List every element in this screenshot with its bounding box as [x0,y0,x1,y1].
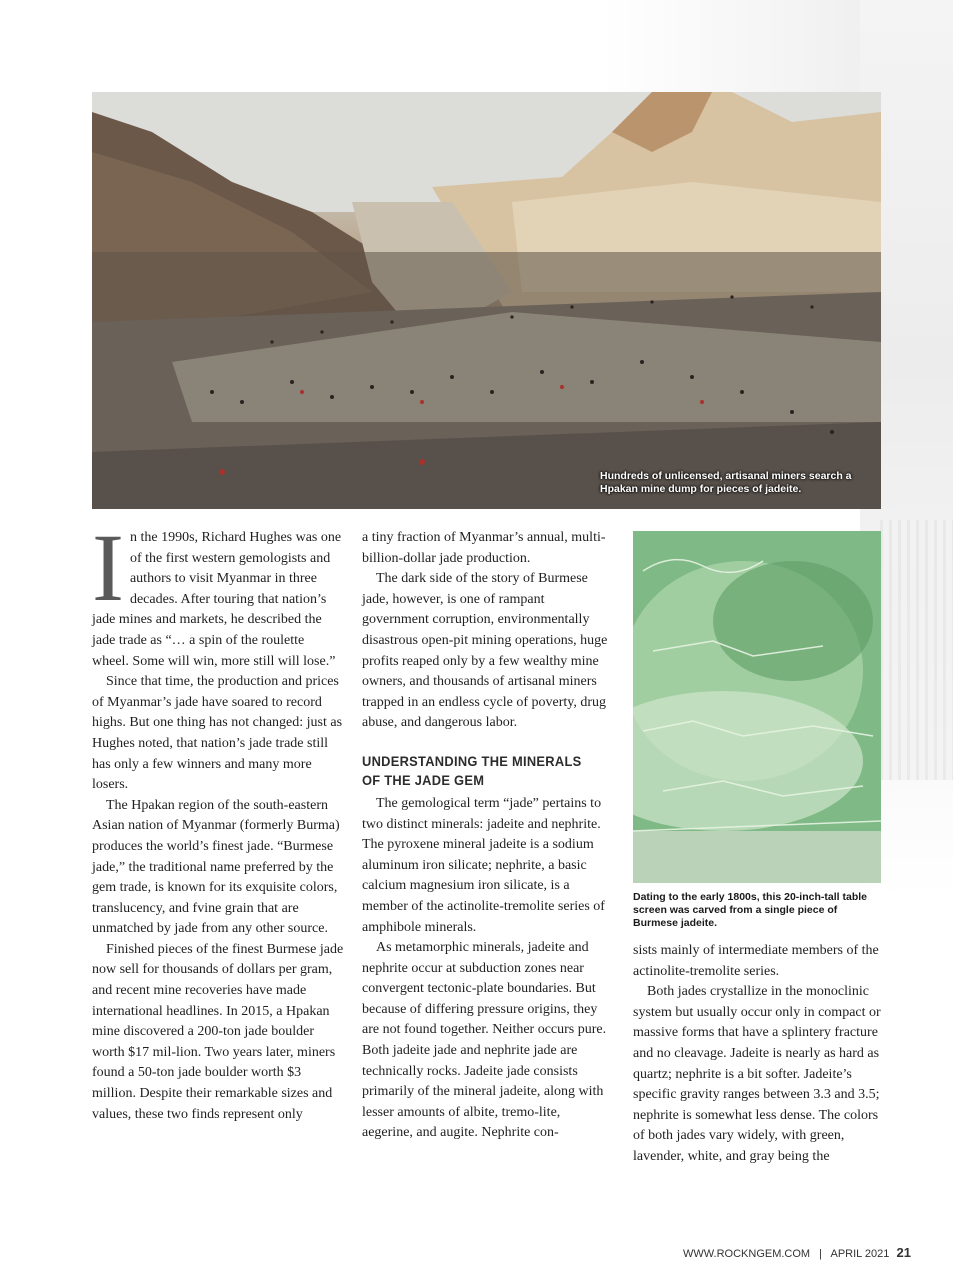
paragraph: The dark side of the story of Burmese jade, however, is one of rampant government corruption, environmentally disastrous open-pit mining operations, huge profits reaped only by a few wealthy mine owners, and thousands of artisanal miners trapped in an endless cycle of poverty, drug abuse, and dangerous labor. [362,571,608,731]
paragraph: Both jades crystallize in the monoclinic system but usually occur only in compact or massive forms that have a splintery fracture and no cleavage. Jadeite is nearly as hard as quartz; nephrite is a bit softer. Jadeite’s specific gravity ranges between 3.3 and 3.5; nephrite is somewhat less dense. The colors of both jades vary widely, with green, lavender, white, and gray being the [633,984,881,1164]
paragraph: The Hpakan region of the south-eastern Asian nation of Myanmar (formerly Burma) produces the world’s finest jade. “Burmese jade,” the traditional name preferred by the gem trade, is known for its exquisite colors, translucency, and fvine grain that are unmatched by jade from any other source. [92,797,340,937]
mine-photo [92,92,881,509]
paragraph: a tiny fraction of Myanmar’s annual, multi-billion-dollar jade production. [362,530,606,566]
paragraph: The gemological term “jade” pertains to two distinct minerals: jadeite and nephrite. The pyroxene mineral jadeite is a sodium aluminum iron silicate; nephrite, a basic calcium magnesium iron silicate, is a member of the actinolite-tremolite series of amphibole minerals. [362,795,605,935]
article-column-3 [633,941,883,1168]
paragraph: Since that time, the production and prices of Myanmar’s jade have soared to record highs. But one thing has not changed: just as Hughes noted, that nation’s jade trade still has only a few winners and many more losers. [92,674,343,793]
decorative-background-pattern [880,520,953,780]
footer-separator: | [819,1248,823,1260]
paragraph: n the 1990s, Richard Hughes was one of the first western gemologists and authors to visit Myanmar in three decades. After touring that nation’s jade mines and markets, he described the jade trade as “… a spin of the roulette wheel. Some will win, more still will lose.” [92,530,342,669]
jade-caption: Dating to the early 1800s, this 20-inch-tall table screen was carved from a single piece of Burmese jadeite. [633,891,867,929]
drop-cap: I [92,514,124,621]
jade-screen-photo [633,531,881,883]
article-column-2 [362,528,614,1144]
footer-website: WWW.ROCKNGEM.COM [683,1248,811,1260]
paragraph: Finished pieces of the finest Burmese jade now sell for thousands of dollars per gram, and recent mine recoveries have made international headlines. In 2015, a Hpakan mine discovered a 200-ton jade boulder worth $17 mil-lion. Two years later, miners found a 50-ton jade boulder worth $3 million. Despite their remarkable sizes and values, these two finds represent only [92,941,344,1122]
article-column-1 [92,514,344,1125]
mine-photo-illustration [92,92,881,509]
paragraph: sists mainly of intermediate members of the actinolite-tremolite series. [633,943,879,979]
footer-issue: APRIL 2021 [830,1248,890,1260]
jade-carving-illustration [633,531,881,883]
section-heading: UNDERSTANDING THE MINERALS OF THE JADE GEM [362,752,582,788]
photo-caption: Hundreds of unlicensed, artisanal miners search a Hpakan mine dump for pieces of jadeite. [600,470,852,495]
page-number: 21 [896,1245,911,1260]
paragraph: As metamorphic minerals, jadeite and nephrite occur at subduction zones near convergent tectonic-plate boundaries. But because of differing pressure origins, they are not found together. Neither occurs pure. Both jadeite jade and nephrite jade are technically rocks. Jadeite jade consists primarily of the mineral jadeite, along with lesser amounts of albite, tremo-lite, aegerine, and augite. Nephrite con- [362,940,607,1141]
page-footer [683,1245,911,1260]
